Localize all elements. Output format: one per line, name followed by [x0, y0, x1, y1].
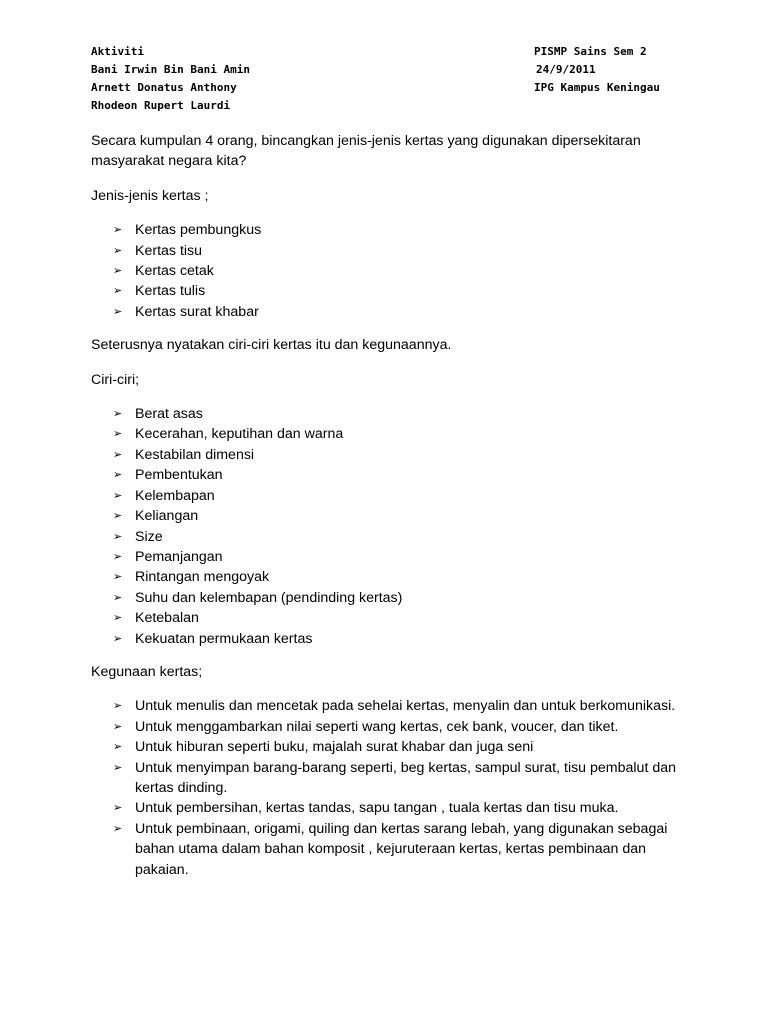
- arrowhead-bullet-icon: ➢: [113, 700, 123, 713]
- date-label: 24/9/2011: [536, 63, 596, 76]
- arrowhead-bullet-icon: ➢: [113, 408, 123, 421]
- arrowhead-bullet-icon: ➢: [113, 550, 123, 563]
- list-item-text: Untuk pembersihan, kertas tandas, sapu tangan , tuala kertas dan tisu muka.: [135, 800, 619, 817]
- arrowhead-bullet-icon: ➢: [113, 802, 123, 815]
- arrowhead-bullet-icon: ➢: [113, 612, 123, 625]
- list-item: [91, 465, 691, 485]
- list-item: [91, 281, 691, 301]
- list-item-text: Suhu dan kelembapan (pendinding kertas): [135, 589, 403, 606]
- list-item-text: Kertas cetak: [135, 263, 214, 280]
- list-item-text: Untuk pembinaan, origami, quiling dan kertas sarang lebah, yang digunakan sebagai bahan utama dalam bahan komposit , kejuruteraan kertas, kertas pembinaan dan pakaian.: [135, 820, 668, 878]
- list-item-text: Kelembapan: [135, 487, 215, 504]
- list-item: [91, 588, 691, 608]
- list-item-text: Ketebalan: [135, 610, 199, 627]
- list-item: [91, 547, 691, 567]
- list-item: [91, 261, 691, 281]
- list-item: [91, 737, 691, 757]
- list-item: [91, 819, 691, 880]
- list-item: [91, 717, 691, 737]
- paper-uses-list: [91, 696, 691, 880]
- arrowhead-bullet-icon: ➢: [113, 741, 123, 754]
- arrowhead-bullet-icon: ➢: [113, 448, 123, 461]
- header-right-block: [534, 43, 734, 97]
- section-heading-ciri: Ciri-ciri;: [91, 371, 140, 388]
- list-item: [91, 629, 691, 649]
- member-name: Rhodeon Rupert Laurdi: [91, 99, 231, 112]
- list-item-text: Berat asas: [135, 406, 203, 423]
- list-item-text: Untuk menyimpan barang-barang seperti, beg kertas, sampul surat, tisu pembalut dan kertas dinding.: [135, 759, 676, 796]
- paper-characteristics-list: [91, 404, 691, 649]
- arrowhead-bullet-icon: ➢: [113, 244, 123, 257]
- arrowhead-bullet-icon: ➢: [113, 265, 123, 278]
- arrowhead-bullet-icon: ➢: [113, 510, 123, 523]
- list-item: [91, 798, 691, 818]
- list-item-text: Keliangan: [135, 508, 199, 525]
- arrowhead-bullet-icon: ➢: [113, 224, 123, 237]
- arrowhead-bullet-icon: ➢: [113, 469, 123, 482]
- list-item-text: Pemanjangan: [135, 548, 223, 565]
- list-item: [91, 241, 691, 261]
- list-item-text: Kekuatan permukaan kertas: [135, 630, 313, 647]
- instruction-text: Seterusnya nyatakan ciri-ciri kertas itu dan kegunaannya.: [91, 337, 452, 354]
- list-item: [91, 696, 691, 716]
- arrowhead-bullet-icon: ➢: [113, 428, 123, 441]
- arrowhead-bullet-icon: ➢: [113, 305, 123, 318]
- list-item: [91, 424, 691, 444]
- list-item-text: Kertas pembungkus: [135, 222, 262, 239]
- section-heading-jenis: Jenis-jenis kertas ;: [91, 187, 209, 204]
- member-name: Arnett Donatus Anthony: [91, 81, 237, 94]
- intro-question: Secara kumpulan 4 orang, bincangkan jenis-jenis kertas yang digunakan dipersekitaran masyarakat negara kita?: [91, 133, 641, 170]
- document-body: [91, 131, 691, 880]
- list-item: [91, 608, 691, 628]
- arrowhead-bullet-icon: ➢: [113, 591, 123, 604]
- list-item-text: Size: [135, 528, 163, 545]
- arrowhead-bullet-icon: ➢: [113, 761, 123, 774]
- list-item: [91, 404, 691, 424]
- list-item-text: Kestabilan dimensi: [135, 446, 255, 463]
- section-heading-kegunaan: Kegunaan kertas;: [91, 663, 203, 680]
- list-item: [91, 567, 691, 587]
- arrowhead-bullet-icon: ➢: [113, 571, 123, 584]
- arrowhead-bullet-icon: ➢: [113, 285, 123, 298]
- member-name: Bani Irwin Bin Bani Amin: [91, 63, 250, 76]
- list-item: [91, 220, 691, 240]
- arrowhead-bullet-icon: ➢: [113, 720, 123, 733]
- list-item-text: Untuk menulis dan mencetak pada sehelai kertas, menyalin dan untuk berkomunikasi.: [135, 698, 676, 715]
- header-left-block: [91, 43, 431, 115]
- list-item: [91, 527, 691, 547]
- activity-label: Aktiviti: [91, 45, 144, 58]
- arrowhead-bullet-icon: ➢: [113, 822, 123, 835]
- arrowhead-bullet-icon: ➢: [113, 489, 123, 502]
- list-item-text: Untuk menggambarkan nilai seperti wang kertas, cek bank, voucer, dan tiket.: [135, 718, 619, 735]
- list-item: [91, 506, 691, 526]
- list-item-text: Kecerahan, keputihan dan warna: [135, 426, 344, 443]
- list-item: [91, 302, 691, 322]
- list-item-text: Rintangan mengoyak: [135, 569, 270, 586]
- paper-types-list: [91, 220, 691, 322]
- list-item: [91, 445, 691, 465]
- arrowhead-bullet-icon: ➢: [113, 632, 123, 645]
- arrowhead-bullet-icon: ➢: [113, 530, 123, 543]
- list-item-text: Kertas tisu: [135, 242, 203, 259]
- list-item-text: Untuk hiburan seperti buku, majalah surat khabar dan juga seni: [135, 739, 534, 756]
- list-item: [91, 486, 691, 506]
- list-item: [91, 758, 691, 799]
- list-item-text: Pembentukan: [135, 467, 223, 484]
- list-item-text: Kertas tulis: [135, 283, 206, 300]
- course-label: PISMP Sains Sem 2: [534, 45, 647, 58]
- list-item-text: Kertas surat khabar: [135, 303, 259, 320]
- campus-label: IPG Kampus Keningau: [534, 81, 660, 94]
